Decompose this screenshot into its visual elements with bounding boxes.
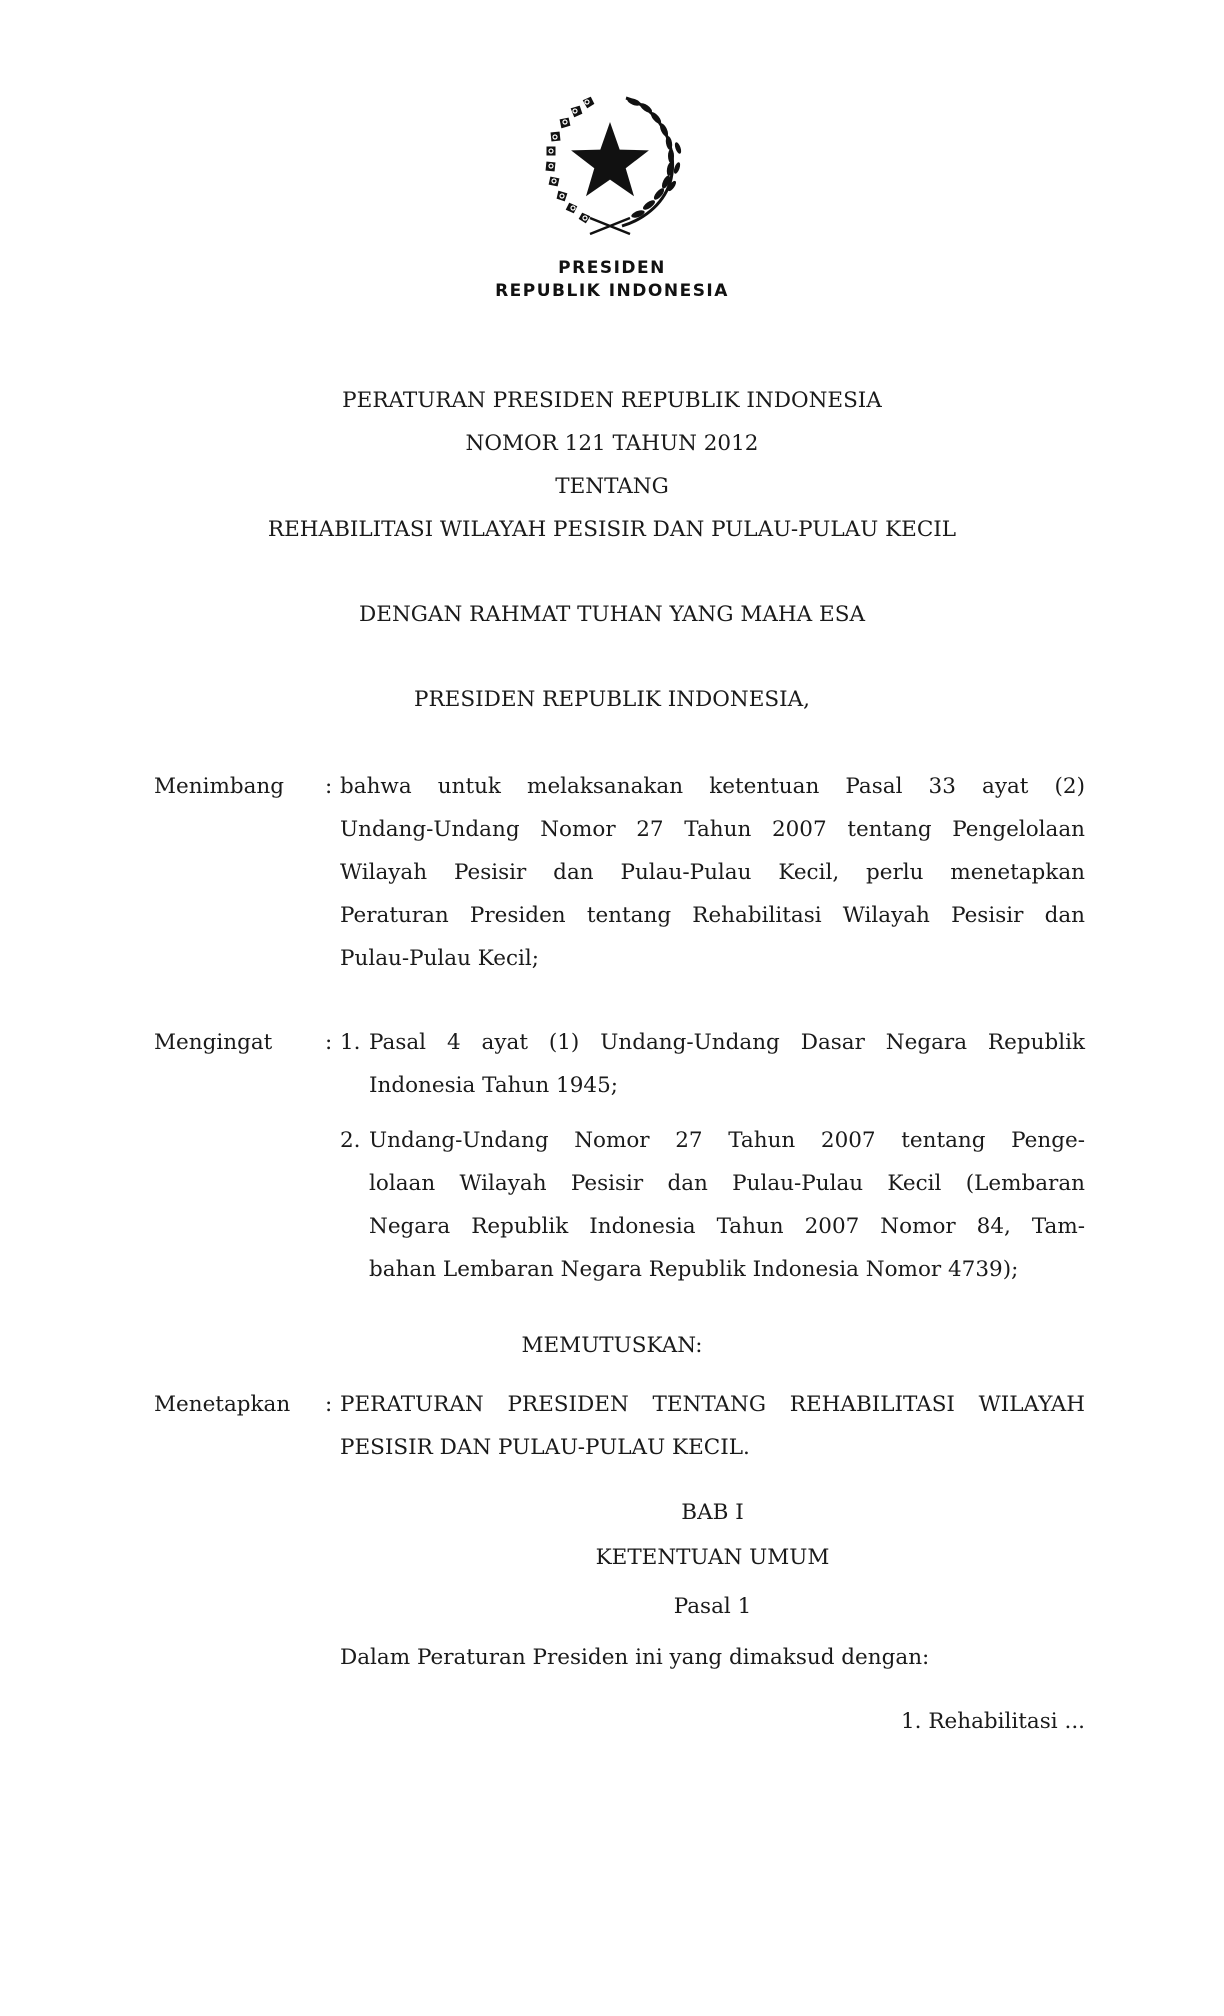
- list-item-line: Negara Republik Indonesia Tahun 2007 Nomor 84, Tam-: [369, 1214, 1085, 1239]
- letterhead-line1: PRESIDEN: [558, 258, 666, 278]
- menimbang-label: Menimbang: [154, 774, 285, 799]
- list-number: 1.: [340, 1030, 361, 1055]
- chapter-number: BAB I: [681, 1500, 744, 1525]
- menimbang-line: bahwa untuk melaksanakan ketentuan Pasal 33 ayat (2): [340, 774, 1085, 799]
- mengingat-colon: :: [325, 1030, 333, 1055]
- menimbang-line: Undang-Undang Nomor 27 Tahun 2007 tentang Pengelolaan: [340, 817, 1085, 842]
- list-item-line: bahan Lembaran Negara Republik Indonesia Nomor 4739);: [369, 1257, 1019, 1282]
- menimbang-line: Peraturan Presiden tentang Rehabilitasi Wilayah Pesisir dan: [340, 903, 1085, 928]
- mengingat-label: Mengingat: [154, 1030, 273, 1055]
- menimbang-line: Pulau-Pulau Kecil;: [340, 946, 540, 971]
- menetapkan-line: PERATURAN PRESIDEN TENTANG REHABILITASI WILAYAH: [340, 1392, 1085, 1417]
- issuer: PRESIDEN REPUBLIK INDONESIA,: [414, 687, 810, 712]
- list-item-line: Indonesia Tahun 1945;: [369, 1073, 619, 1098]
- page-continuation: 1. Rehabilitasi ...: [900, 1709, 1085, 1734]
- menetapkan-colon: :: [325, 1392, 333, 1417]
- list-item-line: Undang-Undang Nomor 27 Tahun 2007 tentang Penge-: [369, 1128, 1085, 1153]
- presidential-seal-icon: [530, 88, 690, 236]
- chapter-title: KETENTUAN UMUM: [595, 1545, 830, 1570]
- menetapkan-label: Menetapkan: [154, 1392, 291, 1417]
- menimbang-line: Wilayah Pesisir dan Pulau-Pulau Kecil, perlu menetapkan: [340, 860, 1085, 885]
- title-subject: REHABILITASI WILAYAH PESISIR DAN PULAU-PULAU KECIL: [267, 517, 957, 542]
- article-heading: Pasal 1: [673, 1594, 752, 1619]
- menetapkan-line: PESISIR DAN PULAU-PULAU KECIL.: [340, 1435, 750, 1460]
- title-number: NOMOR 121 TAHUN 2012: [465, 431, 759, 456]
- list-item-line: Pasal 4 ayat (1) Undang-Undang Dasar Negara Republik: [369, 1030, 1085, 1055]
- menimbang-colon: :: [325, 774, 333, 799]
- memutuskan-heading: MEMUTUSKAN:: [521, 1333, 703, 1358]
- list-number: 2.: [340, 1128, 361, 1153]
- title-tentang: TENTANG: [555, 474, 669, 499]
- letterhead-line2: REPUBLIK INDONESIA: [495, 281, 729, 301]
- list-item-line: lolaan Wilayah Pesisir dan Pulau-Pulau Kecil (Lembaran: [369, 1171, 1085, 1196]
- title-line-1: PERATURAN PRESIDEN REPUBLIK INDONESIA: [342, 388, 882, 413]
- invocation: DENGAN RAHMAT TUHAN YANG MAHA ESA: [359, 602, 865, 627]
- article-intro: Dalam Peraturan Presiden ini yang dimaksud dengan:: [340, 1645, 930, 1670]
